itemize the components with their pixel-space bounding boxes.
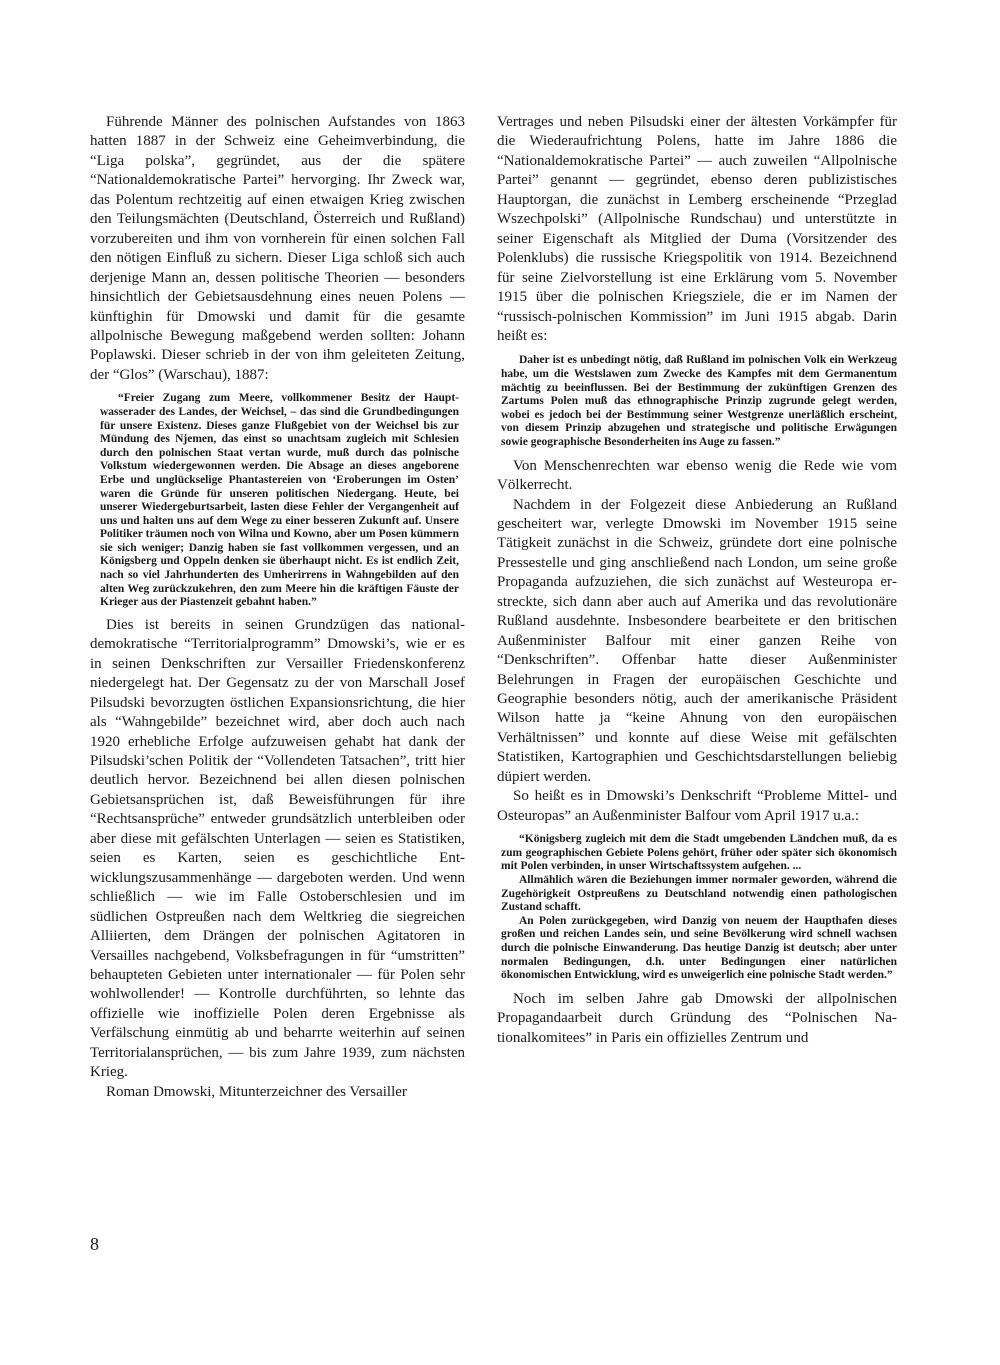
poplawski-quote bbox=[100, 392, 459, 610]
memorandum-quote-part-2: Allmählich wären die Beziehungen immer normaler geworden, während die Zugehörigkeit Ostpreußens zu Deutschland notwendig einen pathologischen Zustand schafft. bbox=[501, 873, 897, 914]
left-paragraph-3: Roman Dmowski, Mitunterzeichner des Versailler bbox=[106, 1083, 407, 1100]
poplawski-quote-text: “Freier Zugang zum Meere, vollkommener Besitz der Hauptwasserader des Landes, der Weichsel, – das sind die Grundbedingungen für unsere Existenz. Dieses ganze Flußgebiet von der Weichsel bis zur Mündung des Njemen, das einst so unachtsam zugleich mit Schlesien durch den polnischen Staat vertan wurde, muß durch das polnische Volkstum wiedergewonnen werden. Die Absage an dieses angeborene Erbe und unglückselige Phantastereien von ‘Eroberungen im Osten’ waren die Gründe für unseren politischen Niedergang. Heute, bei unserer Wiedergeburtsarbeit, lasten diese Fehler der Vergangenheit auf uns und halten uns auf dem Wege zu einer besseren Zukunft auf. Unsere Politiker träumen noch von Wilna und Kowno, aber um Posen kümmern sie sich weniger; Danzig haben sie fast vollkommen vergessen, und an Königsberg und Oppeln denken sie überhaupt nicht. Es ist endlich Zeit, nach so viel Jahrhunderten des Umherirrens in Wahngebilden auf den alten Weg zurückzukehren, den zum Meere hin die kräftigen Fäuste der Krieger aus der Piastenzeit gebahnt haben.” bbox=[100, 392, 459, 609]
right-paragraph-3: Nachdem in der Folgezeit diese Anbiederung an Rußland gescheitert war, verlegte Dmowski im November 1915 seine Tätigkeit zunächst in die Schweiz, gründete dort eine polnische Pressestelle und ging anschließend nach London, um seine große Propaganda aufzuziehen, die sich zunächst auf Westeuropa erstreckte, sich dann aber auch auf Amerika und das revolutionäre Rußland ausdehnte. Insbesondere bearbeitete er den britischen Außenminister Balfour mit einer ganzen Reihe von “Denkschriften”. Offenbar hatte dieser Außenminister Belehrungen in Fragen der europäischen Geschichte und Geographie besonders nötig, auch der amerikanische Präsident Wilson hatte ja “keine Ahnung von den europäischen Verhältnissen” und konnte auf diese Weise mit gefälschten Statistiken, Kartographien und Geschichtsdarstellungen beliebig düpiert werden. bbox=[497, 496, 897, 785]
right-paragraph-1: Vertrages und neben Pilsudski einer der ältesten Vorkämpfer für die Wiederaufrichtung Polens, hatte im Jahre 1886 die “Nationaldemokratische Partei” — auch zuweilen “Allpolnische Partei” genannt — gegründet, ebenso deren publizistisches Hauptorgan, die zunächst in Lemberg erscheinende “Przeglad Wszechpolski” (Allpolnische Rundschau) und unterstützte in seiner Eigenschaft als Mitglied der Duma (Vorsitzender des Polenklubs) die russische Kriegspolitik von 1914. Bezeichnend für seine Zielvorstellung ist eine Erklärung vom 5. November 1915 über die polnischen Kriegsziele, die er im Namen der “russisch-polnischen Kommission” im Juni 1915 abgab. Darin heißt es: bbox=[497, 114, 897, 344]
memorandum-quote-part-1: “Königsberg zugleich mit dem die Stadt umgebenden Ländchen muß, da es zum geographischen Gebiete Polens gehört, früher oder später sich ökonomisch mit Polen verbinden, in unser Wirtschaftssystem aufgehen. ... bbox=[501, 833, 897, 873]
right-paragraph-5: Noch im selben Jahre gab Dmowski der allpolnischen Propagandaarbeit durch Gründung des “Polnischen Nationalkomitees” in Paris ein offizielles Zentrum und bbox=[497, 990, 897, 1046]
right-paragraph-4: So heißt es in Dmowski’s Denkschrift “Probleme Mittel- und Osteuropas” an Außenminister Balfour vom April 1917 u.a.: bbox=[497, 788, 897, 824]
left-paragraph-1: Führende Männer des polnischen Aufstandes von 1863 hatten 1887 in der Schweiz eine Geheimverbindung, die “Liga polska”, gegründet, aus der die spätere “Nationaldemokratische Partei” hervorging. Ihr Zweck war, das Polentum rechtzeitig auf einen etwaigen Krieg zwischen den Teilungsmächten (Deutschland, Österreich und Rußland) vorzubereiten und ihm von vornherein für einen solchen Fall den nötigen Einfluß zu sichern. Dieser Liga schloß sich auch derjenige Mann an, dessen politische Theorien — besonders hinsichtlich der Gebietsausdehnung eines neuen Polens — künftighin für Dmowski und damit für die gesamte allpolnische Bewegung maßgebend werden sollten: Johann Poplawski. Dieser schrieb in der von ihm geleiteten Zeitung, der “Glos” (Warschau), 1887: bbox=[90, 114, 465, 383]
right-column bbox=[497, 113, 897, 1048]
left-paragraph-2: Dies ist bereits in seinen Grundzügen das nationaldemokratische “Territorialprogramm” Dmowski’s, wie er es in seinen Denkschriften zur Versailler Friedenskonferenz niedergelegt hat. Der Gegensatz zu der von Marschall Josef Pilsudski bevorzugten östlichen Expansionsrichtung, die hier als “Wahngebilde” bezeichnet wird, aber doch auch nach 1920 erhebliche Erfolge aufzuweisen gehabt hat dank der Pilsudski’schen Politik der “Vollendeten Tatsachen”, tritt hier deutlich hervor. Bezeichnend bei allen diesen polnischen Gebietsansprüchen ist, daß Beweisführungen für ihre “Rechtsansprüche” entweder grundsätzlich unterbleiben oder aber diese mit gefälschten Unterlagen — seien es Statistiken, seien es Karten, seien es geschichtliche Entwicklungszusammenhänge — dargeboten werden. Und wenn schließlich — wie im Falle Ostoberschlesien und im südlichen Ostpreußen nach dem Weltkrieg die siegreichen Alliierten, dem Drängen der polnischen Agitatoren in Versailles nachgebend, Volksbefragungen in für “umstritten” behaupteten Gebieten unter internationaler — für Polen sehr wohlwollender! — Kontrolle durchführten, so lehnte das offizielle wie inoffizielle Polen deren Ergebnisse als Verfälschung einmütig ab und beharrte weiterhin auf seinen Territorialansprüchen, — bis zum Jahre 1939, zum nächsten Krieg. bbox=[90, 616, 465, 1081]
right-paragraph-2: Von Menschenrechten war ebenso wenig die Rede wie vom Völkerrecht. bbox=[497, 457, 897, 494]
memorandum-quote bbox=[501, 833, 897, 983]
page-number: 8 bbox=[90, 1234, 99, 1254]
declaration-quote-text: Daher ist es unbedingt nötig, daß Rußland im polnischen Volk ein Werkzeug habe, um die Westslawen zum Zwecke des Kampfes mit dem Germanentum mächtig zu beeinflussen. Bei der Bestimmung der zukünftigen Grenzen des Zartums Polen muß das ethnographische Prinzip zugrunde gelegt werden, wobei es jedoch bei der Bestimmung seiner Westgrenze unerläßlich erscheint, von diesem Prinzip abzugehen und strategische und politische Erwägungen sowie geographische Besonderheiten ins Auge zu fassen.” bbox=[501, 354, 897, 448]
left-column bbox=[90, 113, 465, 1102]
declaration-quote bbox=[501, 354, 897, 449]
memorandum-quote-part-3: An Polen zurückgegeben, wird Danzig von neuem der Haupthafen dieses großen und reichen Landes sein, und seine Bevölkerung wird schnell wachsen durch die polnische Einwanderung. Das heutige Danzig ist deutsch; aber unter normalen Bedingungen, d.h. unter Bedingungen einer natürlichen ökonomischen Entwicklung, wird es unweigerlich eine polnische Stadt werden.” bbox=[501, 914, 897, 982]
